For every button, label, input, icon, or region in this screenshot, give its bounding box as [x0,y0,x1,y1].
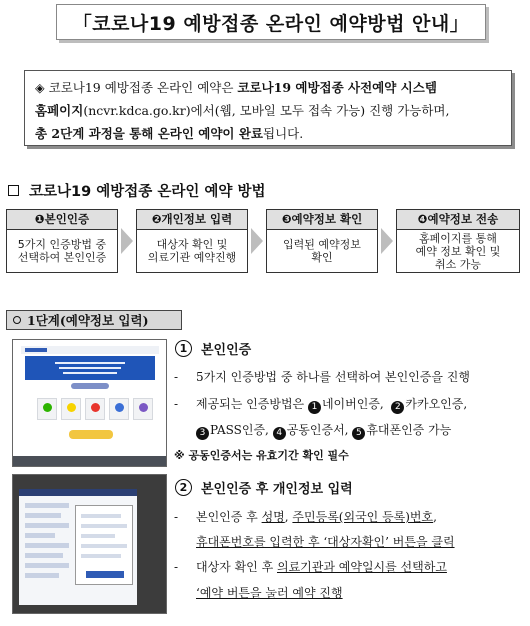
notice-box [24,70,512,146]
text-line: - 제공되는 인증방법은 1 네이버인증, 2 카카오인증, [174,397,468,412]
auth-option-card [85,398,105,420]
notice-line-1 [35,76,501,99]
step-header: ❷개인정보 입력 [137,210,247,230]
notice-bold: 코로나19 예방접종 사전예약 시스템 [237,80,437,95]
diamond-bullet-icon: ◈ [35,80,45,95]
page-title: 「코로나19 예방접종 온라인 예약방법 안내」 [56,4,486,40]
hero-banner [25,356,155,380]
text-line: 휴대폰번호를 입력한 후 ‘대상자확인’ 버튼을 클릭 [196,535,455,549]
arrow-right-icon [121,228,133,254]
note-text: ※ 공동인증서는 유효기간 확인 필수 [174,449,349,462]
circled-number: 1 [175,340,192,357]
section-title [8,180,265,201]
arrow-right-icon [381,228,393,254]
auth-screenshot [12,339,167,467]
auth-confirm-button [69,430,113,439]
auth-option-card [109,398,129,420]
text-line: - 본인인증 후 성명, 주민등록(외국인 등록)번호, [174,510,437,524]
step-body: 5가지 인증방법 중 선택하여 본인인증 [17,238,107,264]
notice-text: (ncvr.kdca.go.kr)에서(웹, 모바일 모두 접속 가능) 진행 가능하며, [83,103,450,118]
step-body: 입력된 예약정보 확인 [283,238,361,264]
text-line: - 5가지 인증방법 중 하나를 선택하여 본인인증을 진행 [174,370,470,384]
arrow-right-icon [251,228,263,254]
banner-button [71,383,109,389]
subheading-auth [175,339,251,358]
popup-confirm-button [86,571,124,578]
step-2 [136,209,248,273]
circled-number: 2 [175,479,192,496]
info-popup [75,505,133,585]
step-body: 대상자 확인 및 의료기관 예약진행 [147,238,237,264]
text-line: 3 PASS인증, 4 공동인증서, 5 휴대폰인증 가능 [174,421,451,440]
notice-line-2 [35,99,501,122]
square-bullet-icon [8,185,19,196]
personal-info-screenshot [12,474,167,614]
step-header: ❶본인인증 [7,210,117,230]
stage-label [6,310,182,330]
subheading-text: 본인인증 후 개인정보 입력 [201,482,353,497]
notice-bold: 총 2단계 과정을 통해 온라인 예약이 완료 [35,126,264,141]
auth-option-card [61,398,81,420]
step-header: ❹예약정보 전송 [397,210,519,230]
step-body: 홈페이지를 통해 예약 정보 확인 및 취소 가능 [415,231,501,271]
notice-line-3 [35,122,501,145]
subheading-text: 본인인증 [201,343,252,358]
text-line: - 대상자 확인 후 의료기관과 예약일시를 선택하고 [174,560,447,574]
site-logo [25,348,47,352]
step-1 [6,209,118,273]
form-header [19,489,137,496]
auth-option-card [37,398,57,420]
subheading-personal-info [175,478,353,497]
site-header [21,346,159,354]
notice-text: 코로나19 예방접종 온라인 예약은 [48,80,238,95]
step-4 [396,209,520,273]
site-footer [13,456,167,467]
text-line: ‘예약 버튼을 눌러 예약 진행 [196,586,343,600]
step-3 [266,209,378,273]
notice-text: 됩니다. [263,126,304,141]
section-title-text: 코로나19 예방접종 온라인 예약 방법 [29,184,266,200]
notice-bold: 홈페이지 [35,103,84,118]
stage-label-text: 1단계(예약정보 입력) [27,313,149,328]
step-header: ❸예약정보 확인 [267,210,377,230]
auth-option-card [133,398,153,420]
circle-bullet-icon [13,316,21,324]
